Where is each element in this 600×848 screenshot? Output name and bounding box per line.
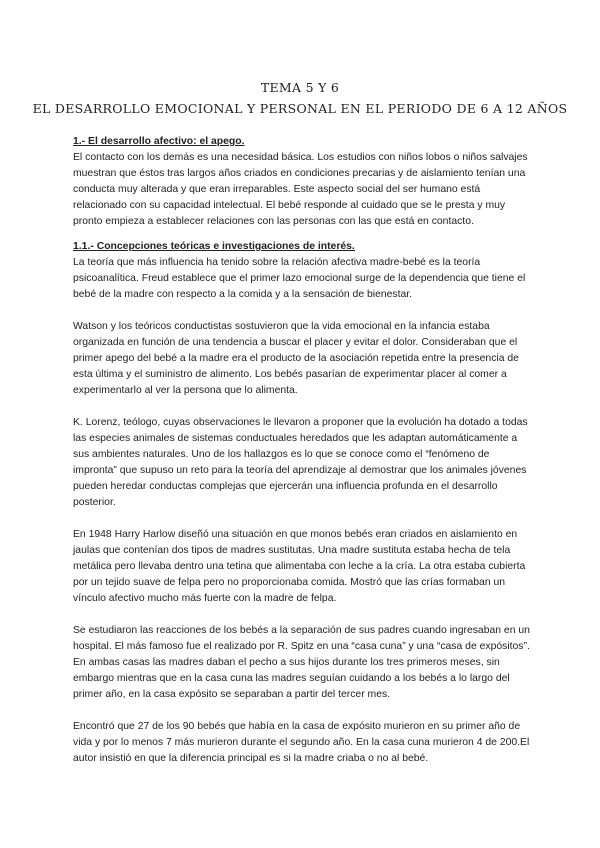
heading-text: Concepciones teóricas e investigaciones de interés.: [96, 241, 355, 252]
paragraph-lorenz: K. Lorenz, teólogo, cuyas observaciones le llevaron a proponer que la evolución ha dotado a todas las especies animales de sistemas conductuales heredados que les adaptan automáticamente a sus ambientes naturales. Uno de los hallazgos es lo que se conoce como el “fenómeno de impronta” que supuso un reto para la teoría del aprendizaje al demostrar que los animales jóvenes pueden heredar conductas complejas que ejercerán una influencia profunda en el desarrollo posterior.: [73, 417, 528, 508]
document-subtitle: EL DESARROLLO EMOCIONAL Y PERSONAL EN EL PERIODO DE 6 A 12 AÑOS: [32, 101, 568, 116]
paragraph-results: Encontró que 27 de los 90 bebés que había en la casa de expósito murieron en su primer año de vida y por lo menos 7 más murieron durante el segundo año. En la casa cuna murieron 4 de 200.El autor insistió en que la diferencia principal es si la madre criaba o no al bebé.: [73, 721, 530, 764]
paragraph-intro: El contacto con los demás es una necesidad básica. Los estudios con niños lobos o niños salvajes muestran que éstos tras largos años criados en condiciones precarias y de aislamiento tenían una conducta muy alterada y que eran irreparables. Este aspecto social del ser humano está relacionado con su capacidad intelectual. El bebé responde al cuidado que se le presta y muy pronto empieza a establecer relaciones con las personas con las que está en contacto.: [73, 152, 528, 227]
section-heading-1: 1.- El desarrollo afectivo: el apego.: [73, 136, 245, 147]
document-body: [73, 134, 533, 767]
document-title: TEMA 5 Y 6: [260, 80, 340, 95]
paragraph-spitz: Se estudiaron las reacciones de los bebés a la separación de sus padres cuando ingresaban en un hospital. El más famoso fue el realizado por R. Spitz en una “casa cuna” y una “casa de expósitos”. En ambas casas las madres daban el pecho a sus hijos durante los tres primeros meses, sin embargo mientras que en la casa cuna las madres seguían cuidando a los bebés a lo largo del primer año, en la casa expósito se separaban a partir del tercer mes.: [73, 625, 530, 700]
paragraph-harlow: En 1948 Harry Harlow diseñó una situación en que monos bebés eran criados en aislamiento en jaulas que contenían dos tipos de madres sustitutas. Una madre sustituta estaba hecha de tela metálica pero llevaba dentro una tetina que alimentaba con leche a la cría. La otra estaba cubierta por un tejido suave de felpa pero no proporcionaba comida. Mostró que las crías formaban un vínculo afectivo mucho más fuerte con la madre de felpa.: [73, 529, 526, 604]
section-heading-1-1: [73, 239, 533, 255]
paragraph-watson: Watson y los teóricos conductistas sostuvieron que la vida emocional en la infancia estaba organizada en función de una tendencia a buscar el placer y evitar el dolor. Consideraban que el primer apego del bebé a la madre era el producto de la asociación repetida entre la presencia de esta última y el suministro de alimento. Los bebés pasarían de experimentar placer al comer a experimentarlo al ver la persona que lo alimenta.: [73, 321, 519, 396]
paragraph-freud: La teoría que más influencia ha tenido sobre la relación afectiva madre-bebé es la teoría psicoanalítica. Freud establece que el primer lazo emocional surge de la dependencia que tiene el bebé de la madre con respecto a la comida y a la sensación de bienestar.: [73, 257, 526, 300]
heading-number: 1.1.-: [73, 241, 94, 252]
